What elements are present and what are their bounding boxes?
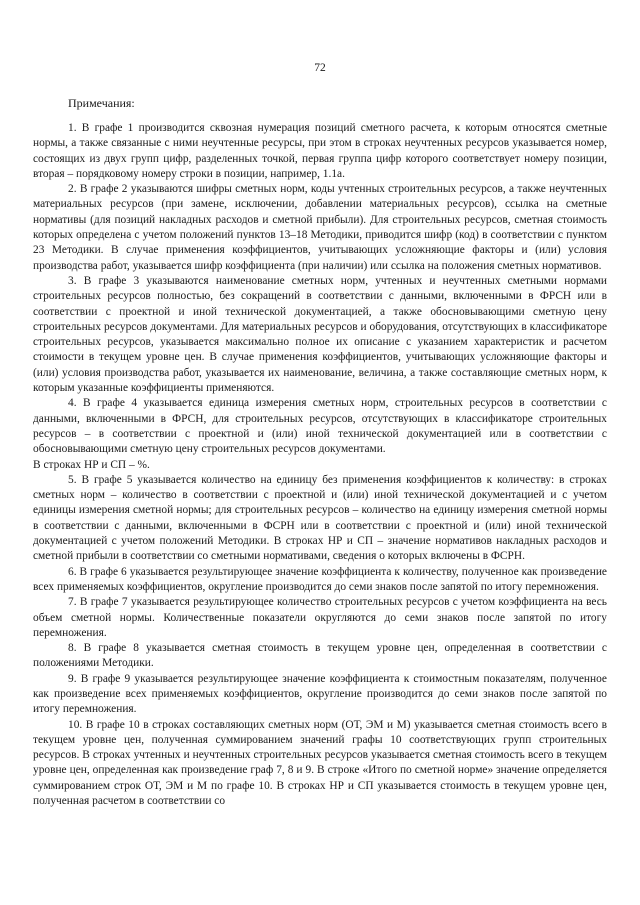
page-number: 72 — [314, 62, 326, 74]
notes-heading: Примечания: — [68, 96, 135, 110]
note-paragraph-10: 10. В графе 10 в строках составляющих сметных норм (ОТ, ЭМ и М) указывается сметная стоимость всего в текущем уровне цен, полученная суммированием значений графы 10 соответствующих групп строительных ресурсов. В строках учтенных и неучтенных строительных ресурсов указывается сметная стоимость всего в текущем уровне цен, определенная как произведение граф 7, 8 и 9. В строке «Итого по сметной норме» значение определяется суммированием строк ОТ, ЭМ и М по графе 10. В строках НР и СП указывается стоимость в текущем уровне цен, полученная расчетом в соответствии со — [33, 718, 607, 808]
note-paragraph-7: 7. В графе 7 указывается результирующее количество строительных ресурсов с учетом коэффициента на весь объем сметной нормы. Количественные показатели округляются до семи знаков после запятой по итогу перемножения. — [33, 596, 607, 639]
note-paragraph-4: 4. В графе 4 указывается единица измерения сметных норм, строительных ресурсов в соответствии с данными, включенными в ФРСН, для строительных ресурсов, отсутствующих в классификаторе строительных ресурсов – в соответствии с проектной и (или) иной технической документацией или в соответствии с обосновывающими сметную цену строительных ресурсов документами. — [33, 397, 607, 456]
note-paragraph-5: 5. В графе 5 указывается количество на единицу без применения коэффициентов к количеству: в строках сметных норм – количество в соответствии с проектной и (или) иной технической документацией и с учетом единицы измерения сметной нормы; для строительных ресурсов – количество на единицу измерения сметной нормы в соответствии с данными, включенными в ФСРН или в соответствии с проектной и (или) иной технической документацией с учетом положений Методики. В строках НР и СП – значение нормативов накладных расходов и сметной прибыли в соответствии со сметными нормативами, сведения о которых включены в ФСРН. — [33, 473, 607, 563]
note-paragraph-3: 3. В графе 3 указываются наименование сметных норм, учтенных и неучтенных сметными нормами строительных ресурсов полностью, без сокращений в соответствии с данными, включенными в ФРСН или в соответствии с проектной и иной технической документацией, а также обосновывающими сметную цену строительных ресурсов документами. Для материальных ресурсов и оборудования, отсутствующих в классификаторе строительных ресурсов, указывается максимально полное их описание с указанием характеристик и расчетом стоимости в текущем уровне цен. В случае применения коэффициентов, учитывающих усложняющие факторы и (или) условия производства работ, указывается их наименование, величина, а также составляющие сметных норм, к которым указанные коэффициенты применяются. — [33, 274, 607, 395]
note-paragraph-8: 8. В графе 8 указывается сметная стоимость в текущем уровне цен, определенная в соответствии с положениями Методики. — [33, 642, 607, 670]
note-line-nr-sp: В строках НР и СП – %. — [33, 458, 150, 471]
note-paragraph-1: 1. В графе 1 производится сквозная нумерация позиций сметного расчета, к которым относятся сметные нормы, а также связанные с ними неучтенные ресурсы, при этом в строках неучтенных ресурсов указывается номер, состоящих из двух групп цифр, разделенных точкой, первая группа цифр которого соответствует номеру позиции, вторая – порядковому номеру строки в позиции, например, 1.1а. — [33, 122, 607, 180]
notes-body — [33, 121, 607, 809]
note-paragraph-2: 2. В графе 2 указываются шифры сметных норм, коды учтенных строительных ресурсов, а также неучтенных материальных ресурсов (при замене, исключении, добавлении материальных ресурсов), ссылка на сметные нормативы (для позиций накладных расходов и сметной прибыли). Для строительных ресурсов, сметная стоимость которых определена с учетом положений пунктов 13–18 Методики, приводится шифр (код) в соответствии с пунктом 23 Методики. В случае применения коэффициентов, учитывающих усложняющие факторы и (или) условия производства работ, указывается шифр коэффициента (при наличии) или ссылка на положения сметных нормативов. — [33, 183, 607, 272]
note-paragraph-9: 9. В графе 9 указывается результирующее значение коэффициента к стоимостным показателям, полученное как произведение всех применяемых коэффициентов, округление производится до семи знаков после запятой по итогу перемножения. — [33, 672, 607, 716]
note-paragraph-6: 6. В графе 6 указывается результирующее значение коэффициента к количеству, полученное как произведение всех применяемых коэффициентов, округление производится до семи знаков после запятой по итогу перемножения. — [33, 565, 607, 593]
